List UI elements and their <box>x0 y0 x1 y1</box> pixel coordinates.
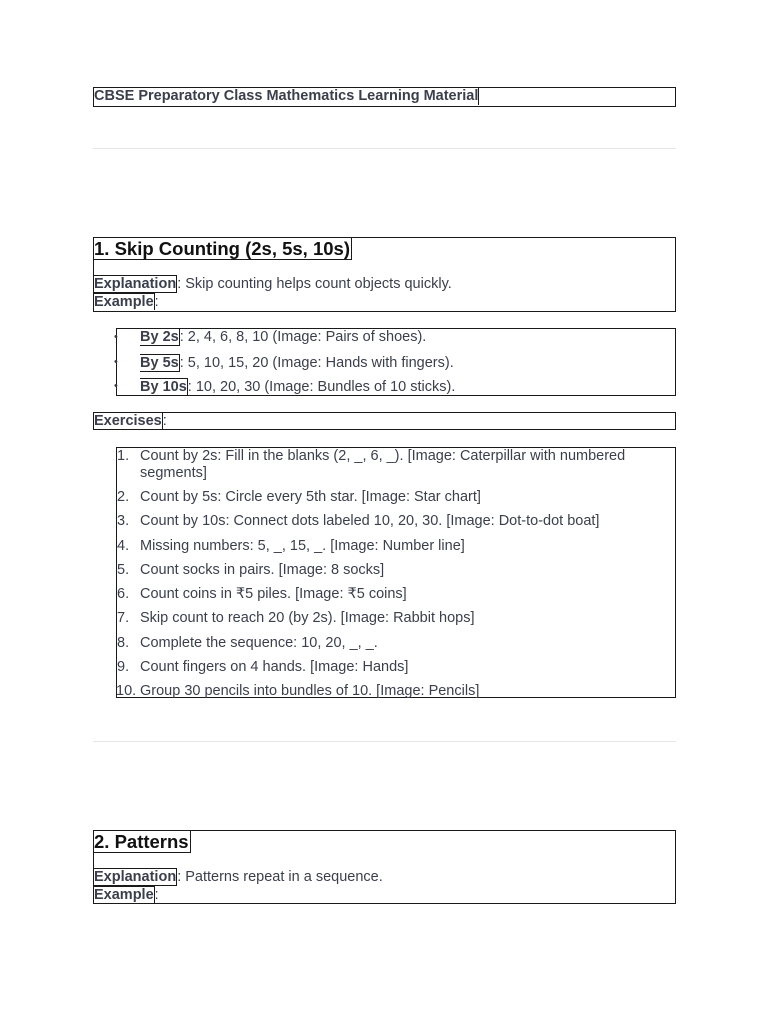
example-item-label: By 5s <box>140 354 179 371</box>
divider <box>93 741 676 742</box>
exercises-label: Exercises <box>94 413 162 429</box>
example-item-label: By 10s <box>140 379 187 395</box>
exercise-number: 4. <box>117 537 130 554</box>
example-item-text: : 10, 20, 30 (Image: Bundles of 10 sticks). <box>187 379 456 395</box>
exercise-item <box>117 513 675 537</box>
exercise-number: 3. <box>117 513 130 530</box>
example-line <box>94 886 675 904</box>
exercise-number: 7. <box>117 610 130 627</box>
example-colon: : <box>154 887 159 903</box>
exercise-item <box>117 683 675 700</box>
example-label: Example <box>94 294 154 310</box>
exercise-text: Complete the sequence: 10, 20, _, _. <box>140 634 378 651</box>
section-title: 1. Skip Counting (2s, 5s, 10s) <box>94 238 350 259</box>
exercises-colon: : <box>162 413 167 429</box>
exercise-text: Missing numbers: 5, _, 15, _. [Image: Number line] <box>140 537 465 554</box>
explanation-label: Explanation <box>94 869 177 885</box>
example-line <box>94 293 675 311</box>
exercise-text: Count by 2s: Fill in the blanks (2, _, 6, _). [Image: Caterpillar with numbered segments] <box>140 448 626 481</box>
exercise-number: 6. <box>117 586 130 603</box>
exercise-number: 2. <box>117 489 130 505</box>
list-item <box>117 378 675 395</box>
exercise-item <box>117 635 675 659</box>
section-patterns-header <box>93 830 676 904</box>
exercise-item <box>117 448 675 489</box>
exercises-list <box>116 447 676 698</box>
exercise-item <box>117 659 675 683</box>
example-item-text: : 5, 10, 15, 20 (Image: Hands with fingers). <box>179 354 454 371</box>
list-item <box>117 329 675 354</box>
exercise-number: 10. <box>116 683 137 700</box>
section-skip-counting-header <box>93 237 676 312</box>
exercise-number: 9. <box>117 659 130 676</box>
exercise-item <box>117 610 675 634</box>
exercises-label-row <box>93 412 676 430</box>
example-colon: : <box>154 294 159 310</box>
exercise-item <box>117 586 675 610</box>
examples-list <box>116 328 676 396</box>
explanation-text: : Skip counting helps count objects quickly. <box>177 276 452 292</box>
exercise-text: Count fingers on 4 hands. [Image: Hands] <box>140 659 409 676</box>
list-item <box>117 354 675 379</box>
document-title <box>93 87 676 107</box>
exercise-number: 1. <box>117 448 130 464</box>
exercise-text: Count by 10s: Connect dots labeled 10, 20, 30. [Image: Dot-to-dot boat] <box>140 513 600 530</box>
divider <box>93 148 676 149</box>
exercise-item <box>117 538 675 562</box>
section-title: 2. Patterns <box>94 831 189 852</box>
example-item-label: By 2s <box>140 329 179 345</box>
document-title-text: CBSE Preparatory Class Mathematics Learning Material <box>94 88 479 104</box>
exercise-text: Count by 5s: Circle every 5th star. [Image: Star chart] <box>140 489 481 505</box>
exercise-text: Count socks in pairs. [Image: 8 socks] <box>140 561 385 578</box>
exercise-text: Skip count to reach 20 (by 2s). [Image: Rabbit hops] <box>140 610 475 627</box>
explanation-line <box>94 275 675 293</box>
example-label: Example <box>94 887 154 903</box>
exercise-text: Count coins in ₹5 piles. [Image: ₹5 coins] <box>140 586 407 603</box>
explanation-label: Explanation <box>94 276 177 292</box>
exercise-item <box>117 489 675 513</box>
exercise-number: 5. <box>117 561 130 578</box>
exercise-number: 8. <box>117 634 130 651</box>
explanation-text: : Patterns repeat in a sequence. <box>177 869 383 885</box>
example-item-text: : 2, 4, 6, 8, 10 (Image: Pairs of shoes). <box>179 329 427 345</box>
explanation-line <box>94 868 675 886</box>
exercise-text: Group 30 pencils into bundles of 10. [Image: Pencils] <box>140 683 480 700</box>
exercise-item <box>117 562 675 586</box>
